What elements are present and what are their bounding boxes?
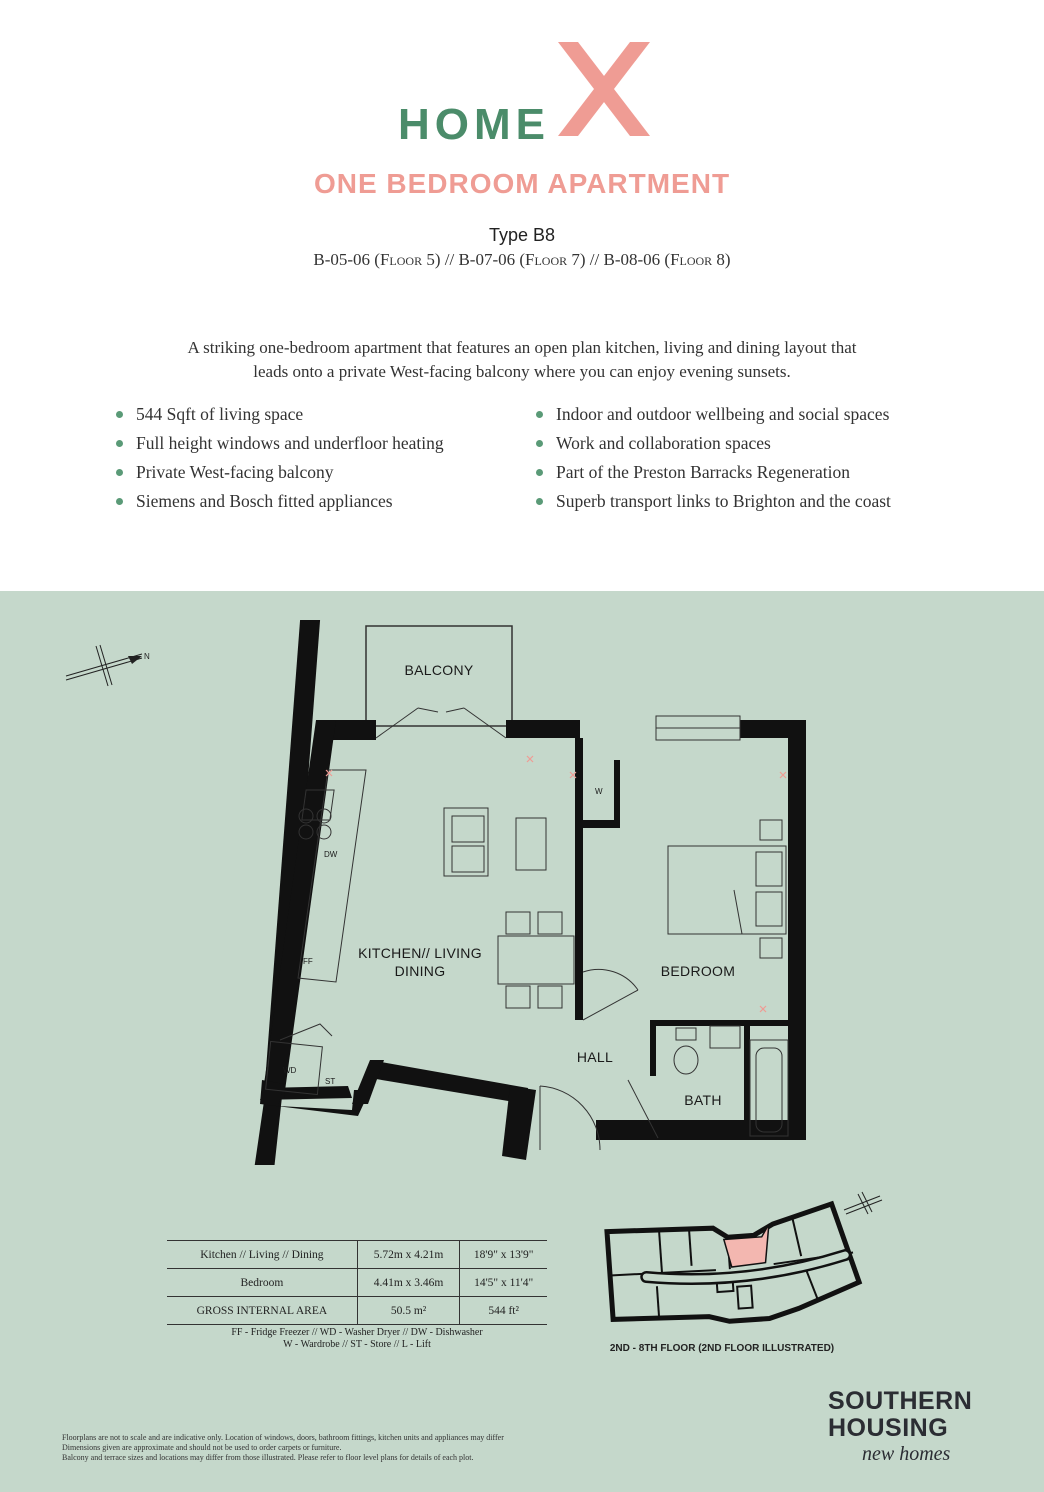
feature-item: Work and collaboration spaces bbox=[532, 429, 992, 458]
room-label-hall: HALL bbox=[576, 1049, 614, 1065]
logo-x-mark bbox=[556, 40, 652, 138]
brand-line: HOUSING bbox=[828, 1414, 949, 1442]
feature-item: Part of the Preston Barracks Regeneration bbox=[532, 458, 992, 487]
feature-item: 544 Sqft of living space bbox=[112, 400, 512, 429]
bullet-icon bbox=[536, 440, 543, 447]
bullet-icon bbox=[116, 498, 123, 505]
table-row bbox=[167, 1297, 547, 1325]
room-label-bedroom: BEDROOM bbox=[660, 963, 736, 979]
compass-north-label: N bbox=[144, 652, 150, 661]
table-cell: 5.72m x 4.21m bbox=[357, 1241, 460, 1269]
bullet-icon bbox=[116, 469, 123, 476]
sofa bbox=[444, 808, 488, 876]
room-label-dining: DINING bbox=[394, 963, 446, 979]
intro-paragraph bbox=[130, 336, 914, 384]
intro-line: A striking one-bedroom apartment that features an open plan kitchen, living and dining layout that bbox=[187, 338, 857, 357]
bullet-icon bbox=[536, 469, 543, 476]
floor-plan-caption: 2ND - 8TH FLOOR (2ND FLOOR ILLUSTRATED) bbox=[609, 1343, 835, 1354]
disclaimer bbox=[62, 1433, 582, 1463]
bullet-icon bbox=[536, 411, 543, 418]
legend-line: W - Wardrobe // ST - Store // L - Lift bbox=[283, 1339, 431, 1350]
floor-key-plan bbox=[596, 1190, 896, 1340]
table-cell: 544 ft² bbox=[460, 1297, 547, 1325]
table-cell: 18'9" x 13'9" bbox=[460, 1241, 547, 1269]
table-row bbox=[167, 1269, 547, 1297]
compass-icon bbox=[62, 640, 154, 690]
brand-tagline: new homes bbox=[862, 1443, 951, 1465]
front-door bbox=[540, 1086, 600, 1150]
room-label-kitchen: KITCHEN// LIVING bbox=[358, 945, 482, 961]
fixture-label-st: ST bbox=[325, 1077, 336, 1086]
fixture-label-wd: WD bbox=[283, 1066, 297, 1075]
disclaimer-line: Balcony and terrace sizes and locations may differ from those illustrated. Please refer to floor level plans for details of each plot. bbox=[62, 1453, 474, 1462]
balcony-doors bbox=[376, 708, 506, 738]
fixture-label-ff: FF bbox=[303, 957, 313, 966]
apartment-type: Type B8 bbox=[488, 225, 556, 245]
intro-line: leads onto a private West-facing balcony where you can enjoy evening sunsets. bbox=[253, 362, 791, 381]
walls bbox=[254, 620, 806, 1165]
unit-list: B-05-06 (Floor 5) // B-07-06 (Floor 7) // B-08-06 (Floor 8) bbox=[313, 250, 731, 269]
room-label-balcony: BALCONY bbox=[404, 662, 474, 678]
table-cell: 14'5" x 11'4" bbox=[460, 1269, 547, 1297]
table-cell: GROSS INTERNAL AREA bbox=[167, 1297, 357, 1325]
feature-item: Indoor and outdoor wellbeing and social spaces bbox=[532, 400, 992, 429]
room-label-bath: BATH bbox=[684, 1092, 722, 1108]
table-cell: 4.41m x 3.46m bbox=[357, 1269, 460, 1297]
feature-item: Private West-facing balcony bbox=[112, 458, 512, 487]
table-cell: Bedroom bbox=[167, 1269, 357, 1297]
homex-logo bbox=[0, 38, 1044, 149]
table-cell: Kitchen // Living // Dining bbox=[167, 1241, 357, 1269]
feature-item: Superb transport links to Brighton and the coast bbox=[532, 487, 992, 516]
disclaimer-line: Dimensions given are approximate and should not be used to order carpets or furniture. bbox=[62, 1443, 342, 1452]
bullet-icon bbox=[116, 411, 123, 418]
legend-line: FF - Fridge Freezer // WD - Washer Dryer // DW - Dishwasher bbox=[231, 1327, 483, 1338]
coffee-table bbox=[516, 818, 546, 870]
table-cell: 50.5 m² bbox=[357, 1297, 460, 1325]
abbreviation-legend bbox=[167, 1327, 547, 1351]
disclaimer-line: Floorplans are not to scale and are indicative only. Location of windows, doors, bathroom fittings, kitchen units and appliances may differ bbox=[62, 1433, 504, 1442]
feature-item: Siemens and Bosch fitted appliances bbox=[112, 487, 512, 516]
table-row bbox=[167, 1241, 547, 1269]
feature-list-right bbox=[532, 400, 992, 516]
page-title: ONE BEDROOM APARTMENT bbox=[313, 168, 731, 199]
dining-set bbox=[498, 912, 574, 1008]
fixture-label-w: W bbox=[595, 787, 603, 796]
feature-list-left bbox=[112, 400, 512, 516]
logo-wordmark: HOME bbox=[398, 100, 550, 149]
bed bbox=[668, 820, 786, 958]
feature-item: Full height windows and underfloor heating bbox=[112, 429, 512, 458]
dimensions-table bbox=[167, 1240, 547, 1325]
bullet-icon bbox=[536, 498, 543, 505]
fixture-label-dw: DW bbox=[324, 850, 338, 859]
bullet-icon bbox=[116, 440, 123, 447]
brand-line: SOUTHERN bbox=[828, 1387, 973, 1415]
